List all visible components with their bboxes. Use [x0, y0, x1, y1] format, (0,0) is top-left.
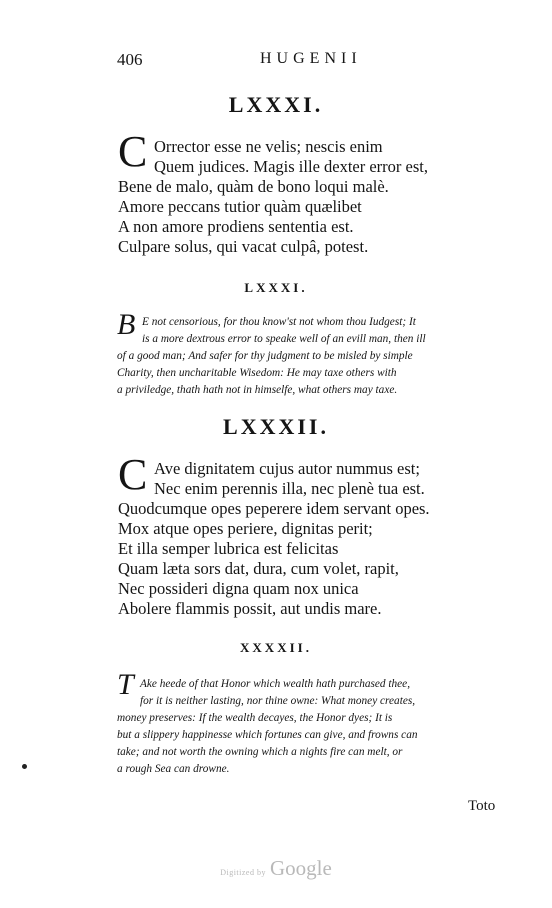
latin-dropcap: C	[118, 127, 148, 176]
digitized-watermark	[0, 856, 552, 881]
ink-dot	[22, 764, 27, 769]
latin-line: Ave dignitatem cujus autor nummus est;	[154, 459, 420, 478]
latin-line: Quam læta sors dat, dura, cum volet, rapit,	[118, 559, 399, 578]
english-line: for it is neither lasting, nor thine owne: What money creates,	[140, 695, 416, 707]
english-line: a priviledge, thath hath not in himselfe, what others may taxe.	[117, 384, 398, 396]
latin-line: Orrector esse ne velis; nescis enim	[154, 137, 383, 156]
catchword: Toto	[468, 798, 496, 814]
english-line: is a more dextrous error to speake well of an evill man, then ill	[142, 333, 426, 345]
latin-line: A non amore prodiens sententia est.	[118, 217, 354, 236]
latin-line: Quodcumque opes peperere idem servant opes.	[118, 499, 430, 518]
latin-line: Quem judices. Magis ille dexter error est,	[154, 157, 428, 176]
latin-line: Mox atque opes periere, dignitas perit;	[118, 519, 373, 538]
digitized-by-text: Digitized by	[220, 868, 266, 877]
english-line: a rough Sea can drowne.	[117, 763, 230, 775]
latin-line: Nec enim perennis illa, nec plenè tua est.	[154, 479, 425, 498]
latin-line: Et illa semper lubrica est felicitas	[118, 539, 339, 558]
latin-line: Nec possideri digna quam nox unica	[118, 579, 359, 598]
english-numeral: LXXXI.	[244, 280, 308, 295]
english-line: of a good man; And safer for thy judgment to be misled by simple	[117, 350, 413, 362]
english-line: take; and not worth the owning which a nights fire can melt, or	[117, 746, 403, 758]
latin-dropcap: C	[118, 450, 148, 499]
latin-poem-numeral: LXXXII.	[223, 414, 329, 439]
page-number: 406	[117, 50, 143, 69]
english-line: but a slippery happinesse which fortunes can give, and frowns can	[117, 729, 418, 741]
latin-line: Amore peccans tutior quàm quælibet	[118, 197, 362, 216]
english-line: E not censorious, for thou know'st not whom thou Iudgest; It	[142, 316, 416, 328]
latin-line: Culpare solus, qui vacat culpâ, potest.	[118, 237, 369, 256]
english-line: Charity, then uncharitable Wisedom: He may taxe others with	[117, 367, 397, 379]
english-dropcap: B	[117, 308, 136, 341]
english-line: money preserves: If the wealth decayes, the Honor dyes; It is	[117, 712, 393, 724]
english-line: Ake heede of that Honor which wealth hath purchased thee,	[140, 678, 411, 690]
running-head: HUGENII	[260, 50, 362, 67]
latin-line: Abolere flammis possit, aut undis mare.	[118, 599, 382, 618]
google-logo: Google	[269, 856, 332, 880]
latin-line: Bene de malo, quàm de bono loqui malè.	[118, 177, 389, 196]
english-numeral: XXXXII.	[240, 640, 312, 655]
english-dropcap: T	[117, 668, 134, 701]
latin-poem-numeral: LXXXI.	[228, 92, 324, 117]
